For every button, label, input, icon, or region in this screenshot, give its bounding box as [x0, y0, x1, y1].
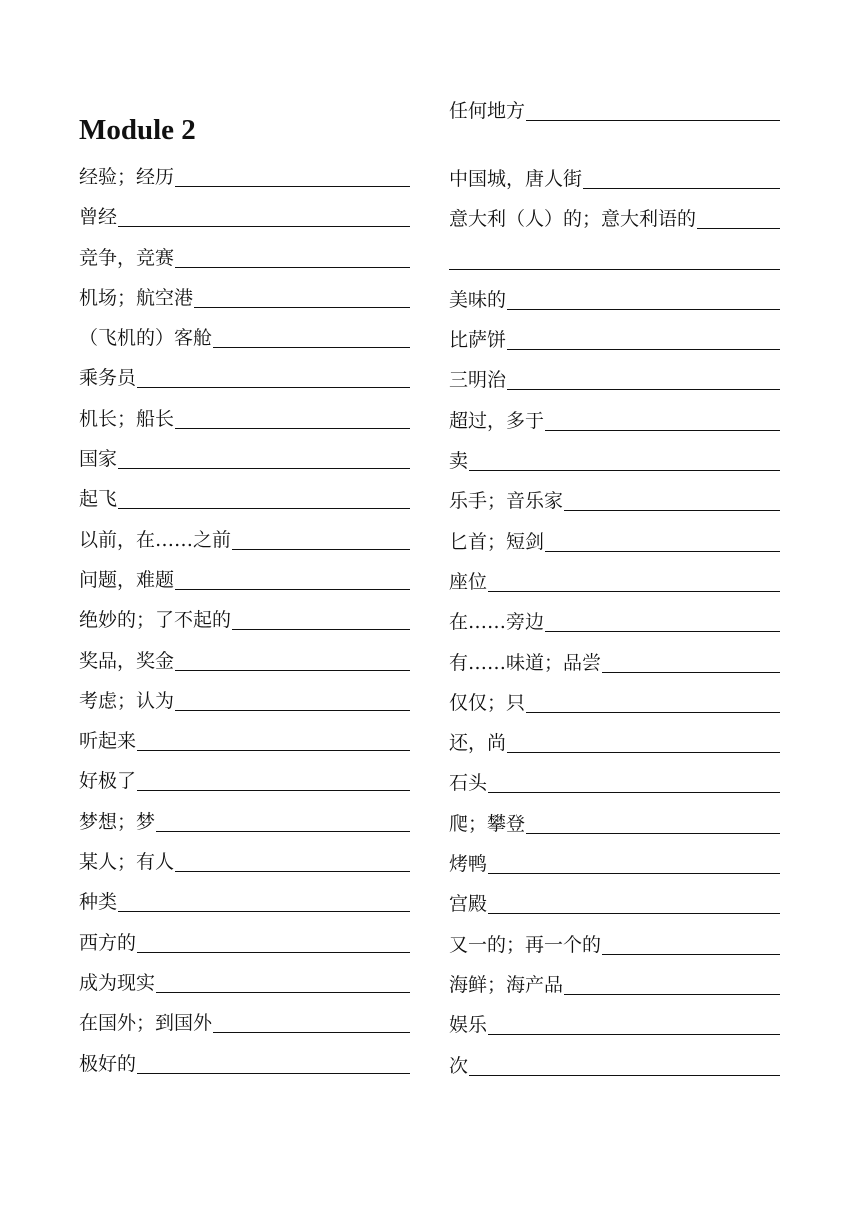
- answer-blank[interactable]: [118, 220, 410, 227]
- answer-blank[interactable]: [545, 625, 780, 632]
- vocab-item: [79, 1049, 410, 1077]
- vocab-item: [449, 648, 780, 676]
- vocab-term: 又一的；再一个的: [449, 933, 602, 956]
- vocab-term: 匕首；短剑: [449, 530, 545, 553]
- answer-blank[interactable]: [507, 746, 780, 753]
- answer-blank[interactable]: [469, 1069, 780, 1076]
- answer-blank[interactable]: [175, 261, 410, 268]
- vocab-item: [449, 849, 780, 877]
- vocab-term: 意大利（人）的；意大利语的: [449, 208, 697, 231]
- vocab-item-continuation: [449, 245, 780, 273]
- answer-blank[interactable]: [507, 303, 780, 310]
- vocab-term: 超过，多于: [449, 409, 545, 432]
- answer-blank[interactable]: [175, 704, 410, 711]
- vocab-item: [449, 970, 780, 998]
- vocab-term: 奖品，奖金: [79, 649, 175, 672]
- vocab-item: [449, 406, 780, 434]
- answer-blank[interactable]: [526, 114, 780, 121]
- answer-blank[interactable]: [602, 948, 780, 955]
- vocab-item: [79, 968, 410, 996]
- vocab-item: [79, 243, 410, 271]
- vocab-item: [449, 688, 780, 716]
- right-vocab-column: [449, 96, 780, 1091]
- vocab-term: 乐手；音乐家: [449, 490, 564, 513]
- vocab-term: 在国外；到国外: [79, 1012, 213, 1035]
- vocab-item: [449, 607, 780, 635]
- vocab-term: 以前，在……之前: [79, 528, 232, 551]
- answer-blank[interactable]: [137, 744, 410, 751]
- vocab-item: [449, 930, 780, 958]
- vocab-term: 听起来: [79, 730, 137, 753]
- answer-blank[interactable]: [526, 827, 780, 834]
- vocab-item: [449, 527, 780, 555]
- vocab-term: 任何地方: [449, 100, 526, 122]
- vocab-term: 中国城，唐人街: [449, 168, 583, 190]
- vocab-item: [449, 889, 780, 917]
- left-vocab-column: [79, 162, 410, 1089]
- answer-blank[interactable]: [175, 422, 410, 429]
- vocab-term: 极好的: [79, 1052, 137, 1075]
- vocab-item: [79, 726, 410, 754]
- answer-blank[interactable]: [449, 263, 780, 270]
- vocab-term: （飞机的）客舱: [79, 327, 213, 350]
- answer-blank[interactable]: [469, 464, 780, 471]
- vocab-term: 竞争，竞赛: [79, 246, 175, 269]
- module-title: Module 2: [79, 114, 196, 146]
- vocab-term: 某人；有人: [79, 851, 175, 874]
- vocab-item: [449, 204, 780, 232]
- vocab-item: [79, 484, 410, 512]
- answer-blank[interactable]: [488, 867, 780, 874]
- vocab-term: 问题，难题: [79, 568, 175, 591]
- answer-blank[interactable]: [545, 545, 780, 552]
- vocab-item: [449, 728, 780, 756]
- vocab-term: 种类: [79, 891, 118, 914]
- vocab-item: [449, 567, 780, 595]
- vocab-term: 好极了: [79, 770, 137, 793]
- answer-blank[interactable]: [118, 905, 410, 912]
- vocab-item: [79, 605, 410, 633]
- answer-blank[interactable]: [118, 502, 410, 509]
- answer-blank[interactable]: [507, 343, 780, 350]
- vocab-item: [449, 285, 780, 313]
- answer-blank[interactable]: [175, 583, 410, 590]
- vocab-item: [449, 1010, 780, 1038]
- answer-blank[interactable]: [545, 424, 780, 431]
- vocab-item: [79, 928, 410, 956]
- vocab-item: [449, 164, 780, 192]
- vocab-term: 在……旁边: [449, 611, 545, 634]
- vocab-term: 西方的: [79, 931, 137, 954]
- vocab-item: [79, 807, 410, 835]
- vocab-item: [79, 887, 410, 915]
- vocab-term: 三明治: [449, 369, 507, 392]
- vocab-term: 座位: [449, 570, 488, 593]
- answer-blank[interactable]: [137, 1067, 410, 1074]
- vocab-item: [79, 283, 410, 311]
- vocab-item: [449, 365, 780, 393]
- answer-blank[interactable]: [232, 623, 410, 630]
- answer-blank[interactable]: [232, 543, 410, 550]
- vocab-term: 机场；航空港: [79, 286, 194, 309]
- answer-blank[interactable]: [564, 504, 780, 511]
- vocab-term: 仅仅；只: [449, 691, 526, 714]
- answer-blank[interactable]: [213, 1026, 410, 1033]
- answer-blank[interactable]: [156, 986, 410, 993]
- vocab-item: [449, 768, 780, 796]
- vocab-item: [79, 847, 410, 875]
- answer-blank[interactable]: [118, 462, 410, 469]
- answer-blank[interactable]: [526, 706, 780, 713]
- answer-blank[interactable]: [175, 865, 410, 872]
- vocab-term: 成为现实: [79, 971, 156, 994]
- answer-blank[interactable]: [488, 907, 780, 914]
- vocab-item: [79, 162, 410, 190]
- answer-blank[interactable]: [137, 381, 410, 388]
- vocab-term: 次: [449, 1054, 469, 1077]
- vocab-item: [79, 686, 410, 714]
- answer-blank[interactable]: [602, 666, 780, 673]
- vocab-item: [79, 1008, 410, 1036]
- vocab-term: 烤鸭: [449, 853, 488, 876]
- vocab-term: 经验；经历: [79, 166, 175, 188]
- vocab-term: 国家: [79, 448, 118, 471]
- answer-blank[interactable]: [488, 786, 780, 793]
- vocab-term: 考虑；认为: [79, 689, 175, 712]
- vocab-term: 石头: [449, 772, 488, 795]
- vocab-item: [79, 363, 410, 391]
- vocab-term: 起飞: [79, 488, 118, 511]
- vocab-term: 还，尚: [449, 732, 507, 755]
- vocab-item: [79, 646, 410, 674]
- answer-blank[interactable]: [175, 664, 410, 671]
- vocab-item: [79, 323, 410, 351]
- vocab-item: [79, 202, 410, 230]
- vocab-item: [449, 96, 780, 124]
- answer-blank[interactable]: [156, 825, 410, 832]
- vocab-term: 娱乐: [449, 1014, 488, 1037]
- vocab-term: 比萨饼: [449, 329, 507, 352]
- answer-blank[interactable]: [137, 946, 410, 953]
- vocab-term: 卖: [449, 450, 469, 473]
- vocab-term: 有……味道；品尝: [449, 651, 602, 674]
- vocab-term: 宫殿: [449, 893, 488, 916]
- vocab-term: 美味的: [449, 288, 507, 311]
- answer-blank[interactable]: [175, 180, 410, 187]
- answer-blank[interactable]: [564, 988, 780, 995]
- answer-blank[interactable]: [583, 182, 780, 189]
- answer-blank[interactable]: [213, 341, 410, 348]
- vocab-item: [79, 444, 410, 472]
- vocab-term: 乘务员: [79, 367, 137, 390]
- answer-blank[interactable]: [194, 301, 410, 308]
- answer-blank[interactable]: [507, 383, 780, 390]
- vocab-item: [449, 809, 780, 837]
- vocab-term: 曾经: [79, 206, 118, 229]
- vocab-item: [449, 1051, 780, 1079]
- answer-blank[interactable]: [697, 222, 780, 229]
- vocab-item: [449, 325, 780, 353]
- vocab-item: [79, 565, 410, 593]
- answer-blank[interactable]: [488, 585, 780, 592]
- vocab-term: 海鲜；海产品: [449, 973, 564, 996]
- vocab-item: [79, 525, 410, 553]
- vocab-item: [79, 404, 410, 432]
- vocab-item: [449, 486, 780, 514]
- vocab-term: 机长；船长: [79, 407, 175, 430]
- vocab-term: 爬；攀登: [449, 812, 526, 835]
- vocab-term: 梦想；梦: [79, 810, 156, 833]
- answer-blank[interactable]: [488, 1028, 780, 1035]
- vocab-item: [449, 446, 780, 474]
- answer-blank[interactable]: [137, 784, 410, 791]
- vocab-item: [79, 766, 410, 794]
- vocab-term: 绝妙的；了不起的: [79, 609, 232, 632]
